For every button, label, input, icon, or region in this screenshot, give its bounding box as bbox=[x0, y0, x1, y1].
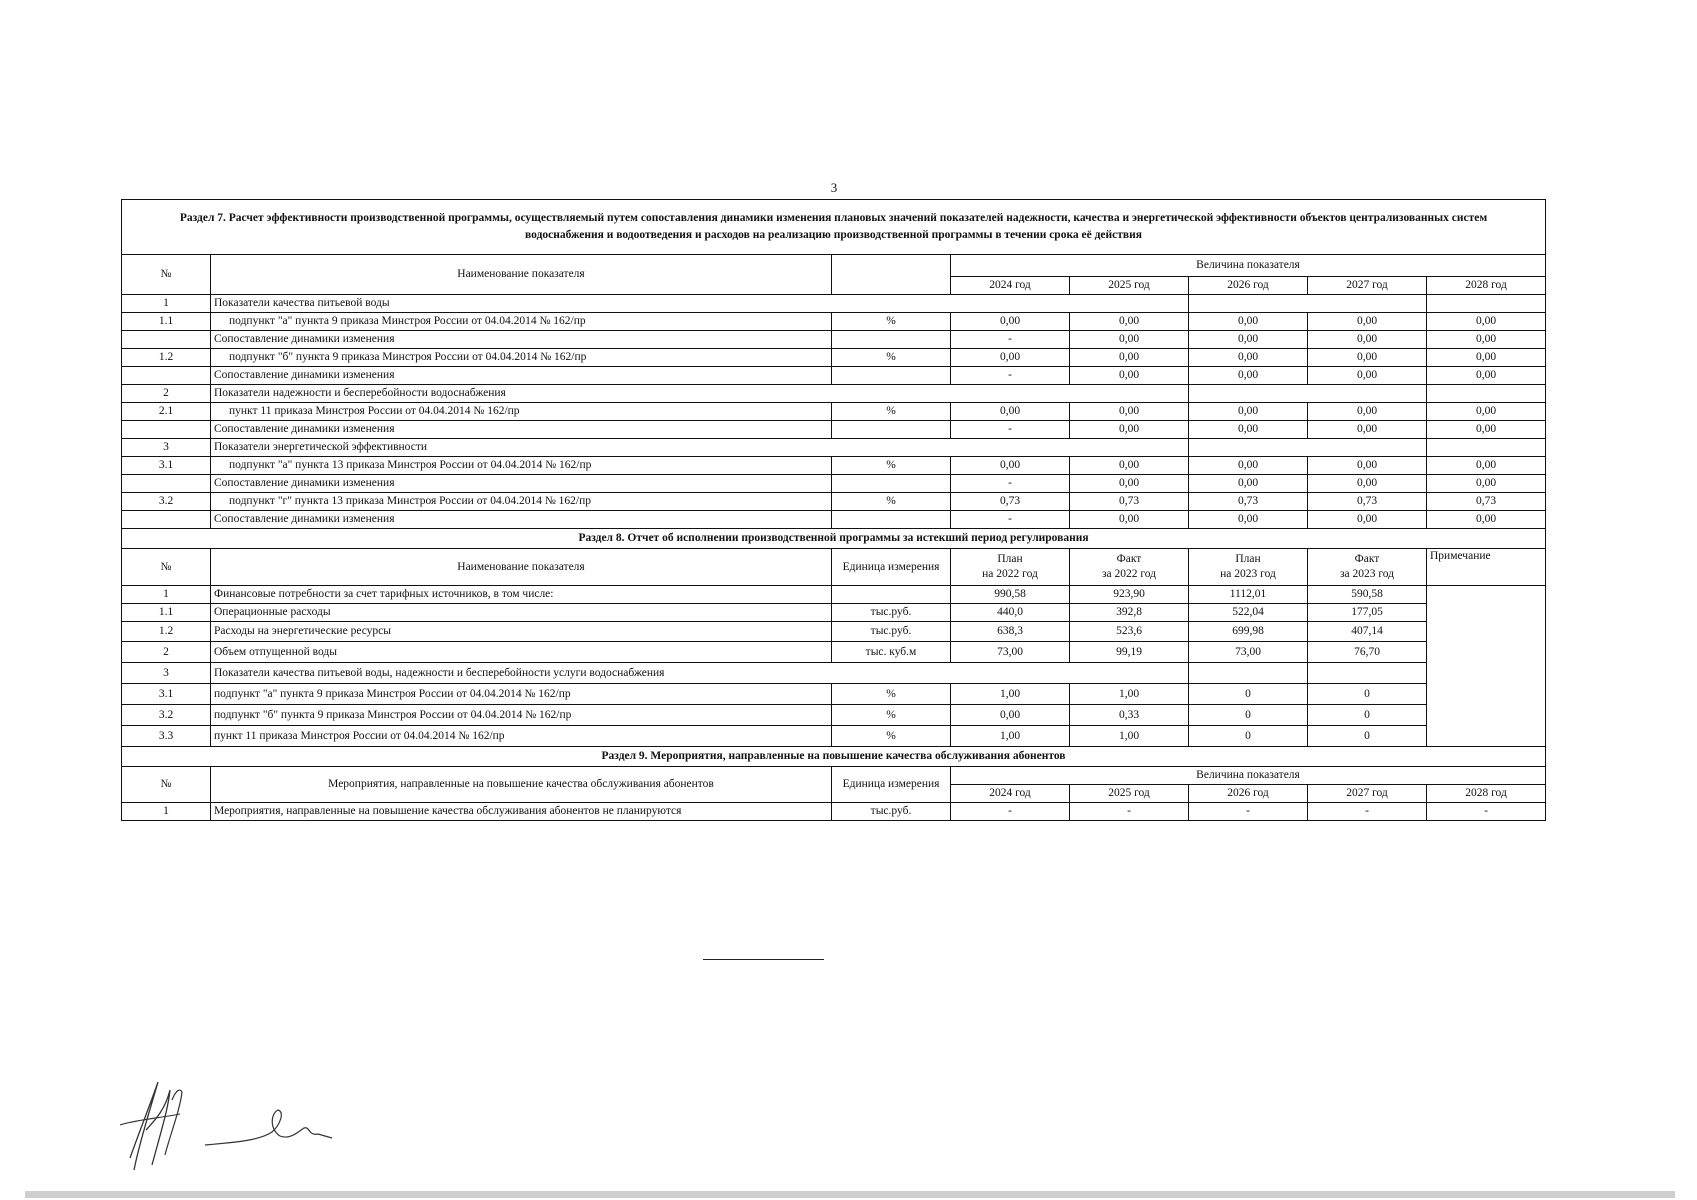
value-cell: 177,05 bbox=[1308, 604, 1427, 622]
table-row bbox=[122, 684, 1546, 705]
table-row bbox=[122, 493, 1546, 511]
row-unit: % bbox=[832, 403, 951, 421]
value-cell: 0,00 bbox=[1189, 331, 1308, 349]
value-cell: 0,00 bbox=[951, 705, 1070, 726]
row-number: 3.1 bbox=[122, 684, 211, 705]
value-cell: 0,73 bbox=[1427, 493, 1546, 511]
section9-title-row bbox=[122, 747, 1546, 767]
value-cell: 0,00 bbox=[1070, 511, 1189, 529]
row-name: Мероприятия, направленные на повышение качества обслуживания абонентов не планируются bbox=[211, 803, 832, 821]
row-number: 1.2 bbox=[122, 622, 211, 642]
value-cell: 76,70 bbox=[1308, 642, 1427, 663]
row-unit: % bbox=[832, 726, 951, 747]
table-row bbox=[122, 475, 1546, 493]
row-number bbox=[122, 475, 211, 493]
row-name: Сопоставление динамики изменения bbox=[211, 421, 832, 439]
value-cell: 0,00 bbox=[1070, 349, 1189, 367]
section8-header-row bbox=[122, 549, 1546, 586]
section7-year: 2028 год bbox=[1427, 277, 1546, 295]
row-name: Показатели качества питьевой воды bbox=[211, 295, 1189, 313]
value-cell: - bbox=[951, 475, 1070, 493]
value-cell: 0,00 bbox=[1308, 511, 1427, 529]
value-cell: 0,00 bbox=[1308, 367, 1427, 385]
table-row bbox=[122, 663, 1546, 684]
table-row bbox=[122, 726, 1546, 747]
row-number: 3.2 bbox=[122, 493, 211, 511]
section7-year: 2024 год bbox=[951, 277, 1070, 295]
value-cell: 0,00 bbox=[1070, 457, 1189, 475]
table-row bbox=[122, 586, 1546, 604]
value-cell: 0,73 bbox=[1070, 493, 1189, 511]
section8-header-col: План на 2023 год bbox=[1189, 549, 1308, 586]
row-name: подпункт "а" пункта 9 приказа Минстроя России от 04.04.2014 № 162/пр bbox=[211, 684, 832, 705]
row-name: пункт 11 приказа Минстроя России от 04.04.2014 № 162/пр bbox=[211, 726, 832, 747]
table-row bbox=[122, 295, 1546, 313]
value-cell: 73,00 bbox=[951, 642, 1070, 663]
row-unit: % bbox=[832, 684, 951, 705]
value-cell: 0,00 bbox=[951, 403, 1070, 421]
value-cell: 1,00 bbox=[1070, 726, 1189, 747]
table-row bbox=[122, 349, 1546, 367]
value-cell: 0,73 bbox=[951, 493, 1070, 511]
value-cell: 0,00 bbox=[1189, 511, 1308, 529]
value-cell: 0,00 bbox=[1427, 421, 1546, 439]
value-cell: 0,00 bbox=[1070, 313, 1189, 331]
value-cell: 73,00 bbox=[1189, 642, 1308, 663]
row-number: 2 bbox=[122, 385, 211, 403]
value-cell: 0,00 bbox=[1189, 457, 1308, 475]
page-number: 3 bbox=[830, 180, 838, 195]
value-cell: 0,00 bbox=[1308, 475, 1427, 493]
row-number: 1.1 bbox=[122, 313, 211, 331]
row-number: 1 bbox=[122, 586, 211, 604]
section8-header-col: План на 2022 год bbox=[951, 549, 1070, 586]
row-unit bbox=[832, 331, 951, 349]
row-name: Сопоставление динамики изменения bbox=[211, 475, 832, 493]
value-cell: 0 bbox=[1189, 684, 1308, 705]
value-cell: 0,00 bbox=[1189, 421, 1308, 439]
table-row bbox=[122, 604, 1546, 622]
row-unit: тыс.руб. bbox=[832, 604, 951, 622]
section9-year: 2024 год bbox=[951, 785, 1070, 803]
section8-header-note: Примечание bbox=[1427, 549, 1546, 586]
row-number: 1 bbox=[122, 803, 211, 821]
value-cell: 392,8 bbox=[1070, 604, 1189, 622]
section9-header-value-group: Величина показателя bbox=[951, 767, 1546, 785]
section9-header-row-1 bbox=[122, 767, 1546, 785]
empty-cell bbox=[1189, 295, 1427, 313]
value-cell: 0 bbox=[1189, 726, 1308, 747]
value-cell: 0,00 bbox=[1308, 349, 1427, 367]
value-cell: 0,73 bbox=[1189, 493, 1308, 511]
table-row bbox=[122, 367, 1546, 385]
row-name: Расходы на энергетические ресурсы bbox=[211, 622, 832, 642]
row-name: Финансовые потребности за счет тарифных источников, в том числе: bbox=[211, 586, 832, 604]
row-unit: тыс.руб. bbox=[832, 622, 951, 642]
section8-header-col: Факт за 2022 год bbox=[1070, 549, 1189, 586]
value-cell: 0,00 bbox=[1427, 403, 1546, 421]
value-cell: 0 bbox=[1189, 705, 1308, 726]
row-unit bbox=[832, 367, 951, 385]
value-cell: 990,58 bbox=[951, 586, 1070, 604]
row-number bbox=[122, 331, 211, 349]
value-cell: 638,3 bbox=[951, 622, 1070, 642]
value-cell: 0,00 bbox=[1070, 475, 1189, 493]
value-cell: 0,00 bbox=[1427, 313, 1546, 331]
value-cell: 99,19 bbox=[1070, 642, 1189, 663]
section7-header-row-1 bbox=[122, 255, 1546, 277]
section8-title-row bbox=[122, 529, 1546, 549]
row-number: 3.3 bbox=[122, 726, 211, 747]
row-number: 2 bbox=[122, 642, 211, 663]
value-cell: 0,00 bbox=[1189, 313, 1308, 331]
table-row bbox=[122, 313, 1546, 331]
row-unit bbox=[832, 586, 951, 604]
value-cell: 0,00 bbox=[1308, 421, 1427, 439]
section9-header-name: Мероприятия, направленные на повышение качества обслуживания абонентов bbox=[211, 767, 832, 803]
value-cell: 0 bbox=[1308, 684, 1427, 705]
value-cell: 0,00 bbox=[1427, 511, 1546, 529]
value-cell: 0,00 bbox=[1427, 475, 1546, 493]
value-cell: 522,04 bbox=[1189, 604, 1308, 622]
value-cell: - bbox=[1427, 803, 1546, 821]
section8-header-name: Наименование показателя bbox=[211, 549, 832, 586]
value-cell: 440,0 bbox=[951, 604, 1070, 622]
value-cell: - bbox=[1308, 803, 1427, 821]
value-cell: - bbox=[951, 367, 1070, 385]
section7-year: 2025 год bbox=[1070, 277, 1189, 295]
section9-year: 2028 год bbox=[1427, 785, 1546, 803]
document-table bbox=[121, 199, 1546, 821]
row-number: 3.2 bbox=[122, 705, 211, 726]
section8-title: Раздел 8. Отчет об исполнении производственной программы за истекший период регулирования bbox=[122, 529, 1546, 549]
value-cell: 0,00 bbox=[1189, 349, 1308, 367]
value-cell: 0,00 bbox=[1308, 313, 1427, 331]
table-row bbox=[122, 803, 1546, 821]
table-row bbox=[122, 511, 1546, 529]
row-unit: % bbox=[832, 705, 951, 726]
row-name: Объем отпущенной воды bbox=[211, 642, 832, 663]
row-name: Показатели надежности и бесперебойности водоснабжения bbox=[211, 385, 1189, 403]
value-cell: 0,00 bbox=[1427, 457, 1546, 475]
row-unit: % bbox=[832, 493, 951, 511]
section7-header-no: № bbox=[122, 255, 211, 295]
row-number: 3 bbox=[122, 439, 211, 457]
section9-header-unit: Единица измерения bbox=[832, 767, 951, 803]
empty-cell bbox=[1189, 439, 1427, 457]
value-cell: 0 bbox=[1308, 726, 1427, 747]
section8-header-unit: Единица измерения bbox=[832, 549, 951, 586]
horizontal-rule bbox=[703, 959, 824, 960]
empty-cell bbox=[1189, 385, 1427, 403]
value-cell: 1,00 bbox=[951, 726, 1070, 747]
value-cell: 1,00 bbox=[1070, 684, 1189, 705]
table-row bbox=[122, 622, 1546, 642]
row-name: подпункт "а" пункта 13 приказа Минстроя России от 04.04.2014 № 162/пр bbox=[211, 457, 832, 475]
row-unit: % bbox=[832, 457, 951, 475]
table-row bbox=[122, 385, 1546, 403]
row-number: 1.1 bbox=[122, 604, 211, 622]
value-cell: 0,00 bbox=[1308, 457, 1427, 475]
table-row bbox=[122, 331, 1546, 349]
value-cell: 923,90 bbox=[1070, 586, 1189, 604]
row-name: Сопоставление динамики изменения bbox=[211, 367, 832, 385]
row-number: 1.2 bbox=[122, 349, 211, 367]
row-number bbox=[122, 511, 211, 529]
row-name: пункт 11 приказа Минстроя России от 04.04.2014 № 162/пр bbox=[211, 403, 832, 421]
section9-year: 2025 год bbox=[1070, 785, 1189, 803]
empty-cell bbox=[1427, 439, 1546, 457]
value-cell: 0,00 bbox=[1308, 403, 1427, 421]
table-row bbox=[122, 421, 1546, 439]
section9-title: Раздел 9. Мероприятия, направленные на повышение качества обслуживания абонентов bbox=[122, 747, 1546, 767]
value-cell: 0,73 bbox=[1308, 493, 1427, 511]
value-cell: 0,33 bbox=[1070, 705, 1189, 726]
row-number: 2.1 bbox=[122, 403, 211, 421]
row-number bbox=[122, 421, 211, 439]
value-cell: 0 bbox=[1308, 705, 1427, 726]
section9-year: 2026 год bbox=[1189, 785, 1308, 803]
value-cell: 0,00 bbox=[951, 457, 1070, 475]
row-unit: % bbox=[832, 313, 951, 331]
value-cell: 0,00 bbox=[1070, 403, 1189, 421]
row-number: 1 bbox=[122, 295, 211, 313]
value-cell: - bbox=[951, 421, 1070, 439]
value-cell: 0,00 bbox=[1189, 367, 1308, 385]
section7-title-row bbox=[122, 200, 1546, 255]
value-cell: - bbox=[1070, 803, 1189, 821]
value-cell: 699,98 bbox=[1189, 622, 1308, 642]
value-cell: 0,00 bbox=[1070, 331, 1189, 349]
section7-header-unit bbox=[832, 255, 951, 295]
row-name: Сопоставление динамики изменения bbox=[211, 331, 832, 349]
value-cell: 0,00 bbox=[1427, 331, 1546, 349]
value-cell: 590,58 bbox=[1308, 586, 1427, 604]
value-cell: 523,6 bbox=[1070, 622, 1189, 642]
section9-header-no: № bbox=[122, 767, 211, 803]
value-cell: 0,00 bbox=[1308, 331, 1427, 349]
row-number: 3 bbox=[122, 663, 211, 684]
row-name: Показатели энергетической эффективности bbox=[211, 439, 1189, 457]
value-cell: 407,14 bbox=[1308, 622, 1427, 642]
value-cell: 0,00 bbox=[1189, 475, 1308, 493]
value-cell: - bbox=[1189, 803, 1308, 821]
row-name: подпункт "б" пункта 9 приказа Минстроя России от 04.04.2014 № 162/пр bbox=[211, 705, 832, 726]
table-row bbox=[122, 439, 1546, 457]
row-unit: % bbox=[832, 349, 951, 367]
value-cell: 1112,01 bbox=[1189, 586, 1308, 604]
row-unit: тыс.руб. bbox=[832, 803, 951, 821]
row-name: подпункт "г" пункта 13 приказа Минстроя России от 04.04.2014 № 162/пр bbox=[211, 493, 832, 511]
value-cell: 1,00 bbox=[951, 684, 1070, 705]
value-cell: 0,00 bbox=[1189, 403, 1308, 421]
table-row bbox=[122, 705, 1546, 726]
section7-header-name: Наименование показателя bbox=[211, 255, 832, 295]
note-cell bbox=[1427, 586, 1546, 747]
empty-cell bbox=[1189, 663, 1308, 684]
section7-header-value-group: Величина показателя bbox=[951, 255, 1546, 277]
value-cell: - bbox=[951, 511, 1070, 529]
row-number: 3.1 bbox=[122, 457, 211, 475]
value-cell: 0,00 bbox=[1070, 421, 1189, 439]
section7-title: Раздел 7. Расчет эффективности производственной программы, осуществляемый путем сопоставления динамики изменения плановых значений показателей надежности, качества и энергетической эффективности объектов централизованных систем водоснабжения и водоотведения и расходов на реализацию производственной программы в течении срока её действия bbox=[122, 200, 1546, 255]
value-cell: 0,00 bbox=[951, 313, 1070, 331]
value-cell: - bbox=[951, 803, 1070, 821]
section7-year: 2027 год bbox=[1308, 277, 1427, 295]
row-number bbox=[122, 367, 211, 385]
table-row bbox=[122, 457, 1546, 475]
empty-cell bbox=[1427, 295, 1546, 313]
value-cell: 0,00 bbox=[1427, 367, 1546, 385]
table-body bbox=[122, 200, 1546, 821]
row-name: Операционные расходы bbox=[211, 604, 832, 622]
row-unit bbox=[832, 475, 951, 493]
scan-edge-band bbox=[25, 1191, 1675, 1198]
row-name: подпункт "а" пункта 9 приказа Минстроя России от 04.04.2014 № 162/пр bbox=[211, 313, 832, 331]
section9-year: 2027 год bbox=[1308, 785, 1427, 803]
row-name: Сопоставление динамики изменения bbox=[211, 511, 832, 529]
signature-image bbox=[110, 1070, 350, 1175]
row-unit: тыс. куб.м bbox=[832, 642, 951, 663]
value-cell: 0,00 bbox=[1070, 367, 1189, 385]
section8-header-col: Факт за 2023 год bbox=[1308, 549, 1427, 586]
table-row bbox=[122, 403, 1546, 421]
value-cell: 0,00 bbox=[1427, 349, 1546, 367]
row-unit bbox=[832, 511, 951, 529]
section7-year: 2026 год bbox=[1189, 277, 1308, 295]
value-cell: - bbox=[951, 331, 1070, 349]
row-name: подпункт "б" пункта 9 приказа Минстроя России от 04.04.2014 № 162/пр bbox=[211, 349, 832, 367]
row-unit bbox=[832, 421, 951, 439]
empty-cell bbox=[1427, 385, 1546, 403]
row-name: Показатели качества питьевой воды, надежности и бесперебойности услуги водоснабжения bbox=[211, 663, 1189, 684]
value-cell: 0,00 bbox=[951, 349, 1070, 367]
empty-cell bbox=[1308, 663, 1427, 684]
section8-header-no: № bbox=[122, 549, 211, 586]
table-row bbox=[122, 642, 1546, 663]
